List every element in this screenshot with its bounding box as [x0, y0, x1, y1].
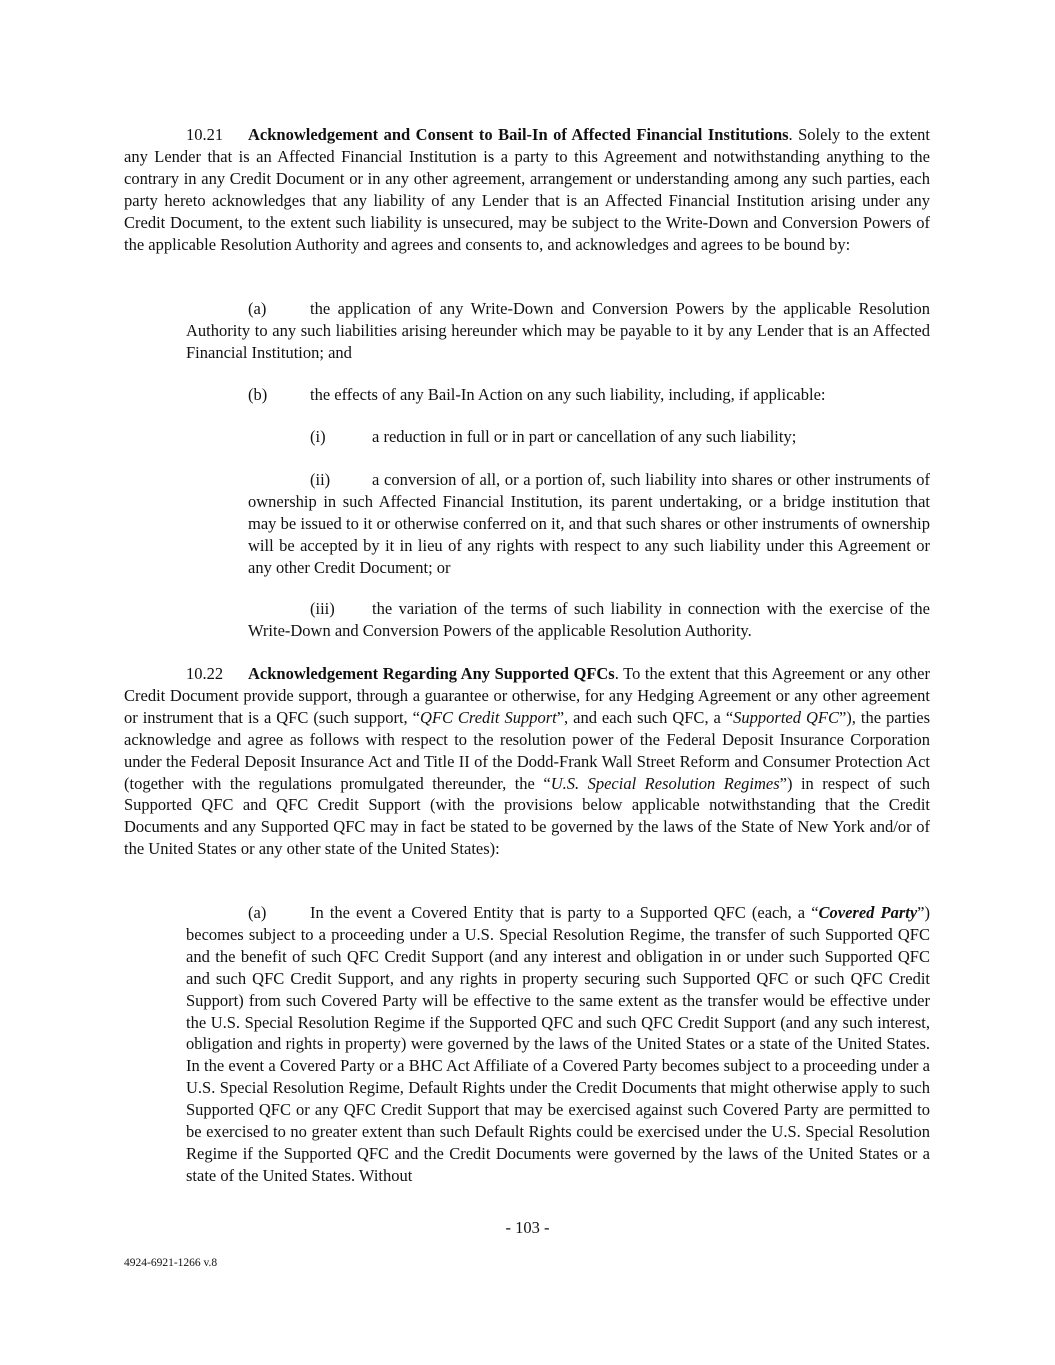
clause-text: the effects of any Bail-In Action on any such liability, including, if applicable: — [310, 385, 826, 404]
section-10-21-paragraph — [124, 124, 930, 255]
defined-term: U.S. Special Resolution Regimes — [550, 773, 780, 793]
defined-term: Covered Party — [818, 903, 918, 922]
clause-text-part: ”) becomes subject to a proceeding under a U.S. Special Resolution Regime, the transfer of such Supported QFC and the benefit of such QFC Credit Support (and any interest and obligation in or under such Supported QFC and such QFC Credit Support, and any rights in property securing such Supported QFC or such QFC Credit Support) from such Covered Party will be effective to the same extent as the transfer would be effective under the U.S. Special Resolution Regime if the Supported QFC and such QFC Credit Support (and any such interest, obligation and rights in property) were governed by the laws of the United States or a state of the United States. In the event a Covered Party or a BHC Act Affiliate of a Covered Party becomes subject to a proceeding under a U.S. Special Resolution Regime, Default Rights under the Credit Documents that might otherwise apply to such Supported QFC or any QFC Credit Support that may be exercised against such Covered Party are permitted to be exercised to no greater extent than such Default Rights could be exercised under the U.S. Special Resolution Regime if the Supported QFC and the Credit Documents were governed by the laws of the United States or a state of the United States. Without — [186, 903, 930, 1185]
clause-text: the application of any Write-Down and Conversion Powers by the applicable Resolution Authority to any such liabilities arising hereunder which may be payable to it by any Lender that is an Affected Financial Institution; and — [186, 299, 930, 362]
clause-label: (a) — [248, 903, 267, 922]
clause-text-part: In the event a Covered Entity that is party to a Supported QFC (each, a “ — [310, 903, 819, 922]
section-body-part: ”, and each such QFC, a “ — [556, 707, 734, 727]
section-number: 10.22 — [186, 664, 224, 683]
clause-10-22-a — [186, 902, 930, 1187]
clause-label: (b) — [248, 385, 268, 404]
section-heading: Acknowledgement and Consent to Bail-In of Affected Financial Institutions — [248, 125, 789, 144]
section-heading: Acknowledgement Regarding Any Supported QFCs — [248, 664, 615, 683]
clause-text: a conversion of all, or a portion of, such liability into shares or other instruments of ownership in such Affected Financial Institution, its parent undertaking, or a bridge institution that may be issued to it or otherwise conferred on it, and that such shares or other instruments of ownership will be accepted by it in lieu of any rights with respect to any such liability under this Agreement or any other Credit Document; or — [248, 470, 930, 577]
section-body-part: . To the extent that this Agreement or any other Credit Document provide support, through a guarantee or otherwise, for any Hedging Agreement or any other agreement or instrument that is a QFC (such support, “ — [124, 664, 930, 727]
clause-10-21-b-i — [248, 426, 930, 448]
section-number: 10.21 — [186, 125, 224, 144]
clause-label: (iii) — [310, 599, 335, 618]
defined-term: Supported QFC — [733, 707, 839, 727]
clause-label: (a) — [248, 299, 267, 318]
clause-text: a reduction in full or in part or cancellation of any such liability; — [372, 427, 797, 446]
clause-10-21-b — [186, 384, 930, 406]
document-id: 4924-6921-1266 v.8 — [124, 1257, 218, 1269]
page-number: - 103 - — [505, 1218, 550, 1237]
clause-label: (i) — [310, 427, 326, 446]
clause-label: (ii) — [310, 470, 331, 489]
section-body-part: ”), the parties acknowledge and agree as follows with respect to the resolution power of the Federal Deposit Insurance Corporation under the Federal Deposit Insurance Act and Title II of the Dodd-Frank Wall Street Reform and Consumer Protection Act (together with the regulations promulgated thereunder, the “ — [124, 707, 930, 793]
section-body: . Solely to the extent any Lender that is an Affected Financial Institution is a party to this Agreement and notwithstanding anything to the contrary in any Credit Document or in any other agreement, arrangement or understanding among any such parties, each party hereto acknowledges that any liability of any Lender that is an Affected Financial Institution arising under any Credit Document, to the extent such liability is unsecured, may be subject to the Write-Down and Conversion Powers of the applicable Resolution Authority and agrees and consents to, and acknowledges and agrees to be bound by: — [124, 125, 930, 254]
clause-10-21-a — [186, 298, 930, 364]
section-10-22-paragraph — [124, 663, 930, 860]
clause-10-21-b-iii — [248, 598, 930, 642]
defined-term: QFC Credit Support — [419, 707, 557, 727]
clause-10-21-b-ii — [248, 469, 930, 579]
clause-text: the variation of the terms of such liability in connection with the exercise of the Write-Down and Conversion Powers of the applicable Resolution Authority. — [248, 599, 930, 640]
section-body-part: ”) in respect of such Supported QFC and QFC Credit Support (with the provisions below applicable notwithstanding that the Credit Documents and any Supported QFC may in fact be stated to be governed by the laws of the State of New York and/or of the United States or any other state of the United States): — [124, 773, 930, 859]
